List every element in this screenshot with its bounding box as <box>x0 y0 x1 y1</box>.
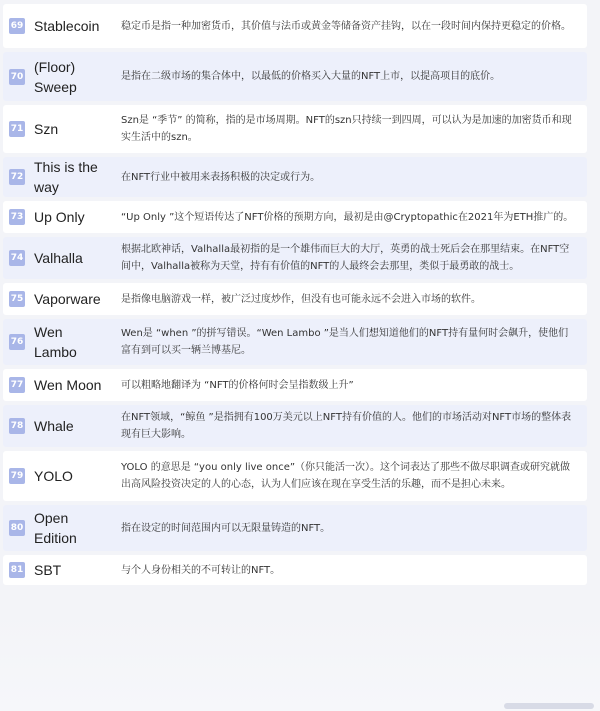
row-number-badge: 70 <box>9 69 25 85</box>
term-description: 是指在二级市场的集合体中，以最低的价格买入大量的NFT上市，以提高项目的底价。 <box>121 71 501 82</box>
term-cell <box>3 466 111 486</box>
term-description: 是指像电脑游戏一样，被广泛过度炒作，但没有也可能永远不会进入市场的软件。 <box>121 293 481 305</box>
term-label: Open Edition <box>34 510 77 546</box>
term-description: YOLO 的意思是 “you only live once”（你只能活一次）。这个词表达了那些不做尽职调查或研究就做出高风险投资决定的人的心态，认为人们应该在现在享受生活的乐趣，而不是担心未来。 <box>121 462 571 490</box>
term-label: This is the way <box>34 159 98 195</box>
term-label: Vaporware <box>34 291 101 307</box>
row-number-badge: 74 <box>9 250 25 266</box>
term-label: Up Only <box>34 209 85 225</box>
term-cell <box>3 57 111 97</box>
nft-glossary-table <box>3 4 587 589</box>
row-number-badge: 73 <box>9 209 25 225</box>
term-cell <box>3 560 111 580</box>
term-description: “Up Only ”这个短语传达了NFT价格的预期方向，最初是由@Cryptopathic在2021年为ETH推广的。 <box>121 211 574 223</box>
term-label: (Floor) Sweep <box>34 58 77 95</box>
term-cell <box>3 207 111 227</box>
term-label: Valhalla <box>34 250 83 266</box>
term-description: Wen是 “when ”的拼写错误。“Wen Lambo ”是当人们想知道他们的NFT持有量何时会飙升，使他们富有到可以买一辆兰博基尼。 <box>121 328 569 356</box>
term-label: SBT <box>34 562 62 578</box>
term-cell <box>3 16 111 36</box>
glossary-row <box>3 405 587 447</box>
term-cell <box>3 322 111 362</box>
term-cell <box>3 248 111 268</box>
row-number-badge: 76 <box>9 334 25 350</box>
row-number-badge: 77 <box>9 377 25 393</box>
term-description: 可以粗略地翻译为 “NFT的价格何时会呈指数级上升” <box>121 379 354 391</box>
term-description: 在NFT领域，“鲸鱼 ”是指拥有100万美元以上NFT持有价值的人。他们的市场活动对NFT市场的整体表现有巨大影响。 <box>121 412 572 440</box>
glossary-row <box>3 157 587 197</box>
row-number-badge: 71 <box>9 121 25 137</box>
term-cell <box>3 119 111 139</box>
row-number-badge: 75 <box>9 291 25 307</box>
row-number-badge: 81 <box>9 562 25 578</box>
term-cell <box>3 508 111 548</box>
term-label: Stablecoin <box>34 18 100 34</box>
row-number-badge: 80 <box>9 520 25 536</box>
term-label: Wen Moon <box>34 377 102 393</box>
row-number-badge: 72 <box>9 169 25 185</box>
glossary-row <box>3 52 587 101</box>
glossary-row <box>3 319 587 365</box>
term-description: 与个人身份相关的不可转让的NFT。 <box>121 564 281 576</box>
term-description: Szn是 “季节” 的简称，指的是市场周期。NFT的szn只持续一到四周，可以认为是加速的加密货币和现实生活中的szn。 <box>121 115 572 143</box>
row-number-badge: 79 <box>9 468 25 484</box>
term-cell <box>3 157 111 197</box>
watermark-mark <box>504 703 594 709</box>
term-label: Whale <box>34 418 74 434</box>
glossary-row <box>3 105 587 153</box>
term-label: Wen Lambo <box>34 324 77 360</box>
glossary-row <box>3 505 587 551</box>
term-cell <box>3 289 111 309</box>
term-label: YOLO <box>34 468 73 484</box>
glossary-row <box>3 201 587 233</box>
term-description: 在NFT行业中被用来表扬积极的决定或行为。 <box>121 171 321 183</box>
bottom-blank-area <box>0 612 600 711</box>
glossary-row <box>3 237 587 279</box>
term-description: 稳定币是指一种加密货币，其价值与法币或黄金等储备资产挂钩，以在一段时间内保持更稳定的价格。 <box>121 20 571 32</box>
row-number-badge: 78 <box>9 418 25 434</box>
glossary-row <box>3 283 587 315</box>
glossary-row <box>3 4 587 48</box>
glossary-row <box>3 451 587 501</box>
term-cell <box>3 416 111 436</box>
row-number-badge: 69 <box>9 18 25 34</box>
term-description: 根据北欧神话，Valhalla最初指的是一个雄伟而巨大的大厅，英勇的战士死后会在那里结束。在NFT空间中，Valhalla被称为天堂，持有有价值的NFT的人最终会去那里，类似于最勇敢的战士。 <box>121 244 570 272</box>
term-description: 指在设定的时间范围内可以无限量铸造的NFT。 <box>121 522 331 534</box>
glossary-row <box>3 555 587 585</box>
term-cell <box>3 375 111 395</box>
term-label: Szn <box>34 121 59 137</box>
glossary-row <box>3 369 587 401</box>
